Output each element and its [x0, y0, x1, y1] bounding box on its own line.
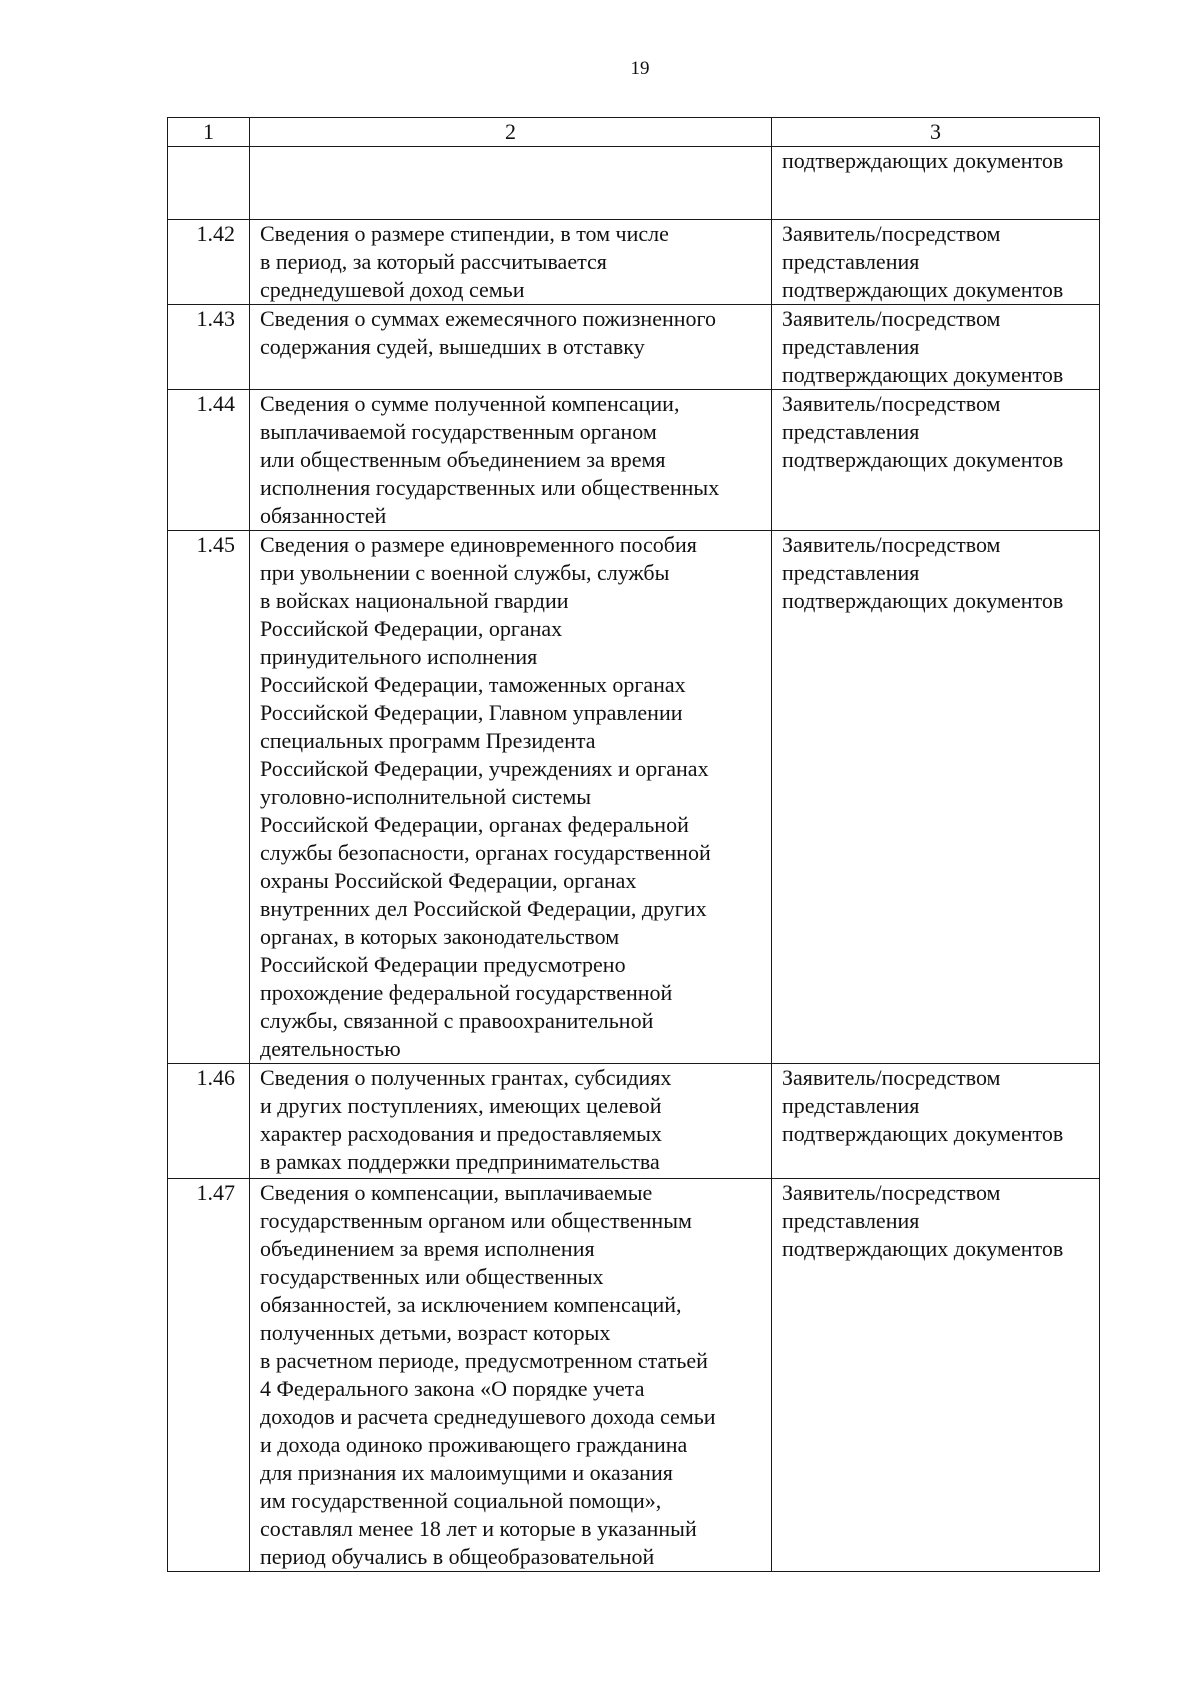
row-description: Сведения о компенсации, выплачиваемые государственным органом или общественным объединением за время исполнения государственных или общественных обязанностей, за исключением компенсаций, полученных детьми, возраст которых в расчетном периоде, предусмотренном статьей 4 Федерального закона «О порядке учета доходов и расчета среднедушевого дохода семьи и дохода одиноко проживающего гражданина для признания их малоимущими и оказания им государственной социальной помощи», составлял менее 18 лет и которые в указанный период обучались в общеобразовательной — [250, 1179, 772, 1572]
row-source: Заявитель/посредством представления подтверждающих документов — [772, 1064, 1100, 1179]
row-description: Сведения о размере стипендии, в том числе в период, за который рассчитывается среднедушевой доход семьи — [250, 220, 772, 305]
row-description: Сведения о размере единовременного пособия при увольнении с военной службы, службы в войсках национальной гвардии Российской Федерации, органах принудительного исполнения Российской Федерации, таможенных органах Российской Федерации, Главном управлении специальных программ Президента Российской Федерации, учреждениях и органах уголовно-исполнительной системы Российской Федерации, органах федеральной службы безопасности, органах государственной охраны Российской Федерации, органах внутренних дел Российской Федерации, других органах, в которых законодательством Российской Федерации предусмотрено прохождение федеральной государственной службы, связанной с правоохранительной деятельностью — [250, 531, 772, 1064]
row-source: подтверждающих документов — [772, 147, 1100, 220]
row-description: Сведения о сумме полученной компенсации, выплачиваемой государственным органом или общественным объединением за время исполнения государственных или общественных обязанностей — [250, 390, 772, 531]
row-source: Заявитель/посредством представления подтверждающих документов — [772, 305, 1100, 390]
row-number: 1.44 — [168, 390, 250, 531]
row-number: 1.46 — [168, 1064, 250, 1179]
table-row — [168, 305, 1100, 390]
row-number: 1.45 — [168, 531, 250, 1064]
row-description: Сведения о полученных грантах, субсидиях и других поступлениях, имеющих целевой характер расходования и предоставляемых в рамках поддержки предпринимательства — [250, 1064, 772, 1179]
table-row — [168, 1064, 1100, 1179]
row-number: 1.42 — [168, 220, 250, 305]
table-row-continuation — [168, 147, 1100, 220]
column-header-3: 3 — [772, 118, 1100, 147]
column-header-1: 1 — [168, 118, 250, 147]
row-source: Заявитель/посредством представления подтверждающих документов — [772, 531, 1100, 1064]
row-source: Заявитель/посредством представления подтверждающих документов — [772, 390, 1100, 531]
requirements-table — [167, 117, 1100, 1572]
table-row — [168, 1179, 1100, 1572]
row-source: Заявитель/посредством представления подтверждающих документов — [772, 220, 1100, 305]
table-header-row — [168, 118, 1100, 147]
row-number — [168, 147, 250, 220]
row-source: Заявитель/посредством представления подтверждающих документов — [772, 1179, 1100, 1572]
table-row — [168, 531, 1100, 1064]
row-number: 1.43 — [168, 305, 250, 390]
row-description — [250, 147, 772, 220]
table-row — [168, 220, 1100, 305]
page-number: 19 — [630, 58, 650, 79]
table-row — [168, 390, 1100, 531]
column-header-2: 2 — [250, 118, 772, 147]
row-number: 1.47 — [168, 1179, 250, 1572]
row-description: Сведения о суммах ежемесячного пожизненного содержания судей, вышедших в отставку — [250, 305, 772, 390]
